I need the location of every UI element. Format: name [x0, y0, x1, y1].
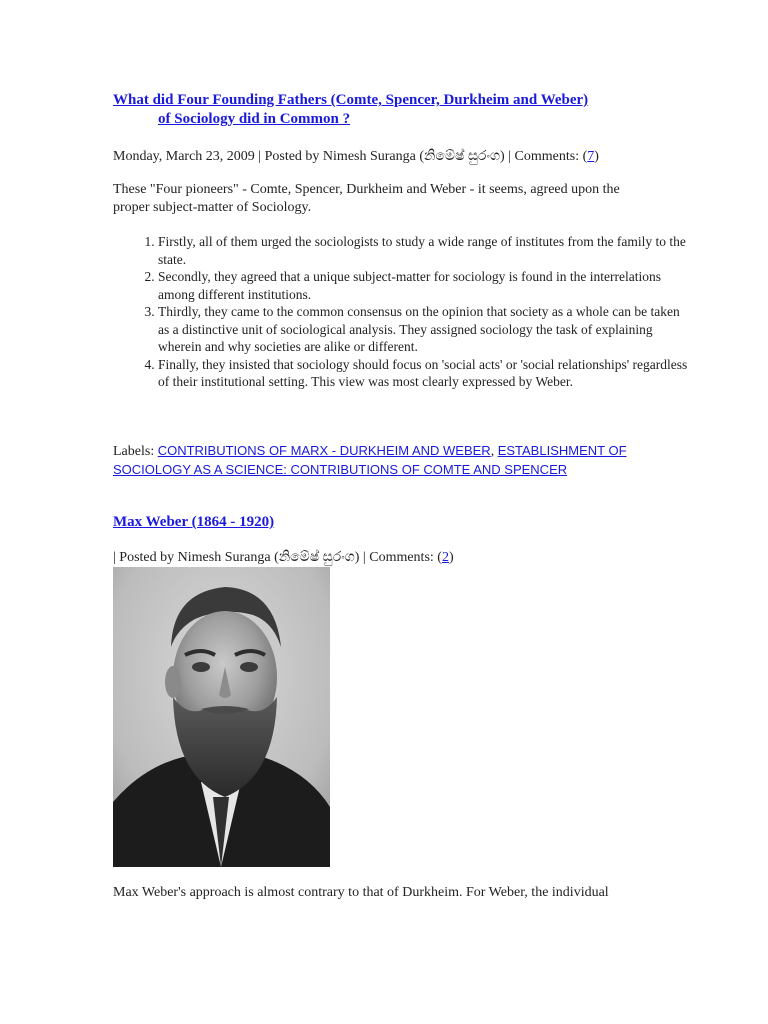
comments-count-link-2[interactable]: 2	[441, 550, 449, 565]
post-meta: Monday, March 23, 2009 | Posted by Nimesh Suranga (නිමේෂ් සුරංග) | Comments: (7)	[113, 149, 599, 164]
pioneer-points-list	[113, 233, 693, 391]
max-weber-portrait	[113, 567, 330, 867]
post-meta-2: | Posted by Nimesh Suranga (නිමේෂ් සුරංග) | Comments: (2)	[113, 550, 454, 565]
post-labels: Labels: CONTRIBUTIONS OF MARX - DURKHEIM AND WEBER, ESTABLISHMENT OF SOCIOLOGY AS A SCIENCE: CONTRIBUTIONS OF COMTE AND SPENCER	[113, 443, 627, 477]
list-item: 3. Thirdly, they came to the common consensus on the opinion that society as a whole can be taken as a distinctive unit of sociological analysis. They assigned sociology the task of explaining wherein and why societies are alike or different.	[158, 303, 693, 356]
intro-paragraph: These "Four pioneers" - Comte, Spencer, Durkheim and Weber - it seems, agreed upon the proper subject-matter of Sociology.	[113, 182, 620, 215]
comments-count-link[interactable]: 7	[587, 149, 595, 164]
post-title-link-max-weber[interactable]: Max Weber (1864 - 1920)	[113, 514, 275, 530]
label-link-marx-durkheim-weber[interactable]: CONTRIBUTIONS OF MARX - DURKHEIM AND WEBER	[157, 443, 491, 458]
post-title-link[interactable]: What did Four Founding Fathers (Comte, Spencer, Durkheim and Weber) of Sociology did in Common ?	[113, 92, 589, 127]
list-item: 2. Secondly, they agreed that a unique subject-matter for sociology is found in the interrelations among different institutions.	[158, 268, 693, 303]
list-item: 4. Finally, they insisted that sociology should focus on 'social acts' or 'social relationships' regardless of their institutional setting. This view was most clearly expressed by Weber.	[158, 356, 693, 391]
label-link-establishment-of-sociology[interactable]: ESTABLISHMENT OF SOCIOLOGY AS A SCIENCE: CONTRIBUTIONS OF COMTE AND SPENCER	[113, 443, 627, 477]
weber-body-text: Max Weber's approach is almost contrary to that of Durkheim. For Weber, the individual	[113, 885, 609, 900]
post-title-founding-fathers	[113, 91, 673, 129]
list-item: 1. Firstly, all of them urged the sociologists to study a wide range of institutes from the family to the state.	[158, 233, 693, 268]
post-title-max-weber	[113, 513, 274, 532]
